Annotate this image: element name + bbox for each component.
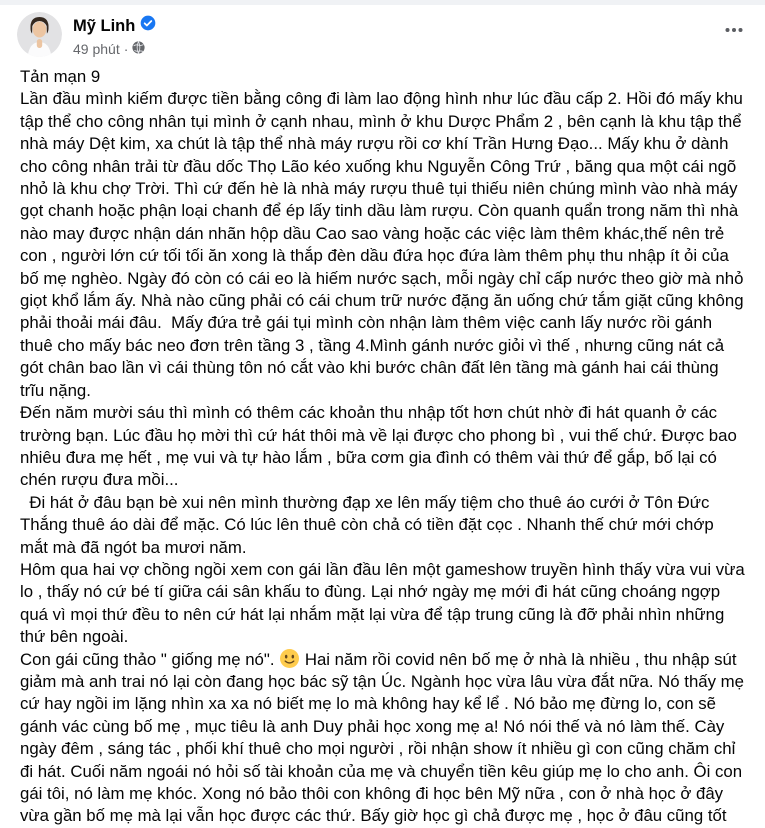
post-paragraph-2: Đến năm mười sáu thì mình có thêm các khoản thu nhập tốt hơn chút nhờ đi hát quanh ở các trường bạn. Lúc đầu họ mời thì cứ hát thôi mà về lại được cho phong bì , vui thế chứ. Được bao nhiêu đưa mẹ hết , mẹ vui và tự hào lắm , bữa cơm gia đình có thêm vài thứ để gắp, bố lại có chén rượu đưa mồi... bbox=[20, 403, 742, 490]
slightly-smiling-face-emoji bbox=[280, 649, 299, 668]
post-header bbox=[0, 5, 765, 63]
globe-icon bbox=[132, 40, 145, 58]
author-name[interactable]: Mỹ Linh bbox=[73, 16, 136, 35]
paragraph-text-after-emoji: Hai năm rồi covid nên bố mẹ ở nhà là nhiều , thu nhập sút giảm mà anh trai nó lại còn đang học bác sỹ tận Úc. Ngành học vừa lâu vừa đắt nữa. Nó thấy mẹ cứ hay ngồi im lặng nhìn xa xa nó biết mẹ lo mà không hay kể lể . Nó bảo mẹ đừng lo, con sẽ gánh vác cùng bố mẹ , mục tiêu là anh Duy phải học xong mẹ a! Nó nói thế và nó làm thế. Cày ngày đêm , sáng tác , phối khí thuê cho mọi người , rồi nhận show ít nhiều gì con cũng chăm chỉ đi hát. Cuối năm ngoái nó hỏi số tài khoản của mẹ và chuyển tiền kêu giúp mẹ lo cho anh. Ôi con gái tôi, nó làm mẹ khóc. Xong nó bảo thôi con không đi học bên Mỹ nữa , con ở nhà học ở đây vừa gần bố mẹ mà lại vẫn học được các thứ. Bấy giờ học gì chả được mẹ , học ở đâu cũng tốt bbox=[20, 649, 749, 826]
post-paragraph-1: Lần đầu mình kiếm được tiền bằng công đi làm lao động hình như lúc đầu cấp 2. Hồi đó mấy khu tập thể cho công nhân tụi mình ở cạnh nhau, mình ở khu Dược Phẩm 2 , bên cạnh là khu tập thể nhà máy Dệt kim, xa chút là tập thể nhà máy rượu rồi cơ khí Trần Hưng Đạo... Mấy khu ở dành cho công nhân trải từ đầu dốc Thọ Lão kéo xuống khu Nguyễn Công Trứ , băng qua một cái ngõ nhỏ là khu chợ Trời. Thì cứ đến hè là nhà máy rượu thuê tụi thiếu niên chúng mình vào nhà máy gọt chanh hoặc phận loại chanh để ép lấy tinh dầu làm rượu. Còn quanh quẩn trong năm thì nhà nào may được nhận dán nhãn hộp dầu Cao sao vàng hoặc các việc làm thêm khác,thế nên trẻ con , người lớn cứ tối tối ăn xong là thắp đèn dầu đứa học đứa làm thêm phụ thu nhập ít ỏi của bố mẹ nghèo. Ngày đó còn có cái eo là hiếm nước sạch, mỗi ngày chỉ cấp nước theo giờ mà nhỏ giọt khổ lắm ấy. Nhà nào cũng phải có cái chum trữ nước đặng ăn uống chứ tắm giặt cũng không phải thoải mái đâu. Mấy đứa trẻ gái tụi mình còn nhận làm thêm việc canh lấy nước rồi gánh thuê cho mấy bác neo đơn trên tầng 3 , tầng 4.Mình gánh nước giỏi vì thế , nhưng cũng nát cả gót chân bao lần vì cái thùng tôn nó cắt vào khi bước chân đất lên tầng mà gánh hai cái thùng trĩu nặng. bbox=[20, 89, 749, 400]
ellipsis-icon bbox=[724, 20, 744, 40]
post-paragraph-3: Đi hát ở đâu bạn bè xui nên mình thường đạp xe lên mấy tiệm cho thuê áo cưới ở Tôn Đức Thắng thuê áo dài để mặc. Có lúc lên thuê còn chả có tiền đặt cọc . Nhanh thế chứ mới chớp mắt mà đã ngót ba mươi năm. bbox=[20, 492, 719, 557]
post-paragraph-4: Hôm qua hai vợ chồng ngồi xem con gái lần đầu lên một gameshow truyền hình thấy vừa vui vừa lo , thấy nó cứ bé tí giữa cái sân khấu to đùng. Lại nhớ ngày mẹ mới đi hát cũng choáng ngợp quá vì mọi thứ đều to nên cứ hát lại nhắm mặt lại vừa để tập trung cũng là đỡ phải nhìn những thứ bên ngoài. bbox=[20, 559, 750, 647]
meta-dot-separator: · bbox=[123, 40, 129, 57]
post-title: Tản mạn 9 bbox=[20, 67, 101, 86]
facebook-post-card bbox=[0, 5, 765, 828]
post-body bbox=[0, 63, 765, 828]
avatar-image bbox=[17, 12, 62, 57]
post-header-meta bbox=[73, 12, 156, 58]
profile-avatar[interactable] bbox=[17, 12, 62, 57]
paragraph-text-before-emoji: Con gái cũng thảo " giống mẹ nó". bbox=[20, 649, 280, 669]
post-timestamp[interactable]: 49 phút bbox=[73, 40, 120, 57]
verified-badge-icon bbox=[140, 15, 156, 37]
post-paragraph-5 bbox=[20, 649, 749, 828]
post-options-button[interactable] bbox=[717, 15, 751, 45]
